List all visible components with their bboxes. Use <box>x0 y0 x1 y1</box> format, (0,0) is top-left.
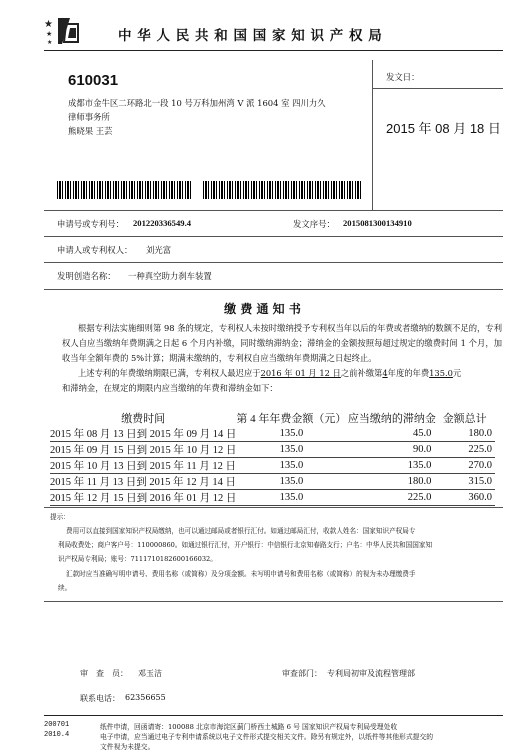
paragraph-2-text-a: 上述专利的年费缴纳期限已满，专利权人最迟应于 <box>78 368 261 378</box>
cell-total: 180.0 <box>437 426 495 442</box>
footer-note-1: 纸件申请，回函请寄：100088 北京市海淀区蓟门桥西土城路 6 号 国家知识产权局专利局受理处收 <box>100 723 398 731</box>
notice-paragraph-1 <box>62 321 502 366</box>
form-code-1: 200701 <box>44 721 70 729</box>
cell-annual-fee: 135.0 <box>236 458 346 474</box>
cell-annual-fee: 135.0 <box>236 474 346 490</box>
dispatch-box-border <box>372 60 373 210</box>
address-line-2: 律师事务所 <box>68 112 110 122</box>
fee-table <box>50 410 495 506</box>
app-no-value: 201220336549.4 <box>133 218 192 228</box>
cell-total: 270.0 <box>437 458 495 474</box>
table-row <box>50 442 495 458</box>
cell-late-fee: 90.0 <box>346 442 437 458</box>
footer-note-2: 电子申请，应当通过电子专利申请系统以电子文件形式提交相关文件。除另有规定外，以纸件等其他形式提交的 <box>100 733 434 741</box>
header-annual-fee: 第 4 年年费金额（元） <box>236 413 347 425</box>
cell-period: 2015 年 12 月 15 日到 2016 年 01 月 12 日 <box>50 490 236 506</box>
footer-note-3: 文件视为未提交。 <box>100 743 155 751</box>
postal-code: 610031 <box>68 72 119 89</box>
tips-rule-top <box>44 507 503 508</box>
cell-period: 2015 年 09 月 15 日到 2015 年 10 月 12 日 <box>50 442 236 458</box>
emblem-logo <box>44 14 82 46</box>
cell-total: 225.0 <box>437 442 495 458</box>
info-rule-2 <box>44 236 503 237</box>
table-row <box>50 474 495 490</box>
svg-text:★: ★ <box>46 30 53 38</box>
department-name: 专利局初审及流程管理部 <box>327 669 415 678</box>
dispatch-date: 2015 年 08 月 18 日 <box>386 121 501 136</box>
paragraph-2-line-2: 和滞纳金，在规定的期限内应当缴纳的年费和滞纳金如下： <box>62 383 278 393</box>
header-rule <box>44 50 503 51</box>
paragraph-2-text-b: 之前补缴第 <box>340 368 383 378</box>
applicant-label: 申请人或专利权人： <box>57 245 133 255</box>
table-row <box>50 458 495 474</box>
svg-text:★: ★ <box>44 19 53 30</box>
info-rule-top <box>44 210 503 211</box>
paragraph-2-text-c: 年度的年费 <box>387 368 430 378</box>
fee-amount: 135.0 <box>429 368 453 378</box>
address-line-1: 成都市金牛区二环路北一段 10 号万科加州湾 V 派 1604 室 四川力久 <box>68 98 326 108</box>
dispatch-box-rule <box>372 88 503 89</box>
tips-label: 提示： <box>50 513 70 521</box>
cell-period: 2015 年 08 月 13 日到 2015 年 09 月 14 日 <box>50 426 236 442</box>
tips-line-1: 费用可以直接到国家知识产权局缴纳，也可以通过邮局或者银行汇付。如通过邮局汇付，收款人姓名：国家知识产权局专 <box>66 527 416 535</box>
paragraph-2-text-d: 元 <box>452 368 462 378</box>
cell-period: 2015 年 10 月 13 日到 2015 年 11 月 12 日 <box>50 458 236 474</box>
tips-rule-bottom <box>44 601 503 602</box>
cell-total: 315.0 <box>437 474 495 490</box>
cell-late-fee: 135.0 <box>346 458 437 474</box>
cell-late-fee: 180.0 <box>346 474 437 490</box>
deadline-date: 2016 年 01 月 12 日 <box>260 368 341 378</box>
header-total: 金额总计 <box>442 413 487 425</box>
recipients: 熊晓果 王芸 <box>68 126 113 136</box>
applicant-value: 刘光富 <box>146 245 172 255</box>
barcode-left <box>57 181 192 199</box>
serial-value: 2015081300134910 <box>343 218 412 228</box>
dispatch-date-label: 发文日： <box>386 72 420 82</box>
examiner-name: 邓玉洁 <box>138 669 162 678</box>
fee-year: 4 <box>382 368 388 378</box>
form-code-2: 2010.4 <box>44 731 70 739</box>
info-rule-bottom <box>44 289 503 290</box>
fee-table-header <box>50 410 495 426</box>
invention-title-label: 发明创造名称： <box>57 271 116 281</box>
paragraph-1-text: 根据专利法实施细则第 98 条的规定，专利权人未按时缴纳授予专利权当年以后的年费或者缴纳的数额不足的，专利权人自应当缴纳年费期满之日起 6 个月内补缴，同时缴纳滞纳金；滞纳金的金额按照每超过规定的缴费时间 1 个月，加收当年全额年费的 5%计算；期满未缴纳的，专利权自应当缴纳年费期满之日起终止。 <box>62 323 502 363</box>
table-row <box>50 426 495 442</box>
table-row <box>50 490 495 506</box>
cell-total: 360.0 <box>437 490 495 506</box>
tips-line-3: 识产权局专利局；账号：7111710182600166032。 <box>58 555 217 563</box>
department-label: 审查部门： <box>282 669 322 678</box>
serial-label: 发文序号： <box>293 219 335 229</box>
header-payment-period: 缴费时间 <box>121 413 166 425</box>
examiner-label: 审 查 员： <box>80 669 128 678</box>
invention-title-value: 一种真空助力刹车装置 <box>128 271 212 281</box>
footer-rule <box>44 715 503 716</box>
header-late-fee: 应当缴纳的滞纳金 <box>347 413 436 425</box>
app-no-label: 申请号或专利号： <box>57 219 124 229</box>
barcode-right <box>203 181 363 199</box>
office-name: 中 华 人 民 共 和 国 国 家 知 识 产 权 局 <box>118 28 383 43</box>
cell-period: 2015 年 11 月 13 日到 2015 年 12 月 14 日 <box>50 474 236 490</box>
svg-text:★: ★ <box>47 39 53 46</box>
cell-annual-fee: 135.0 <box>236 426 346 442</box>
cell-late-fee: 45.0 <box>346 426 437 442</box>
info-rule-3 <box>44 262 503 263</box>
phone-label: 联系电话： <box>80 694 120 703</box>
cell-late-fee: 225.0 <box>346 490 437 506</box>
cell-annual-fee: 135.0 <box>236 490 346 506</box>
tips-line-5: 续。 <box>58 584 72 592</box>
cell-annual-fee: 135.0 <box>236 442 346 458</box>
notice-title: 缴 费 通 知 书 <box>224 302 301 316</box>
notice-paragraph-2 <box>62 366 502 381</box>
phone-number: 62356655 <box>125 693 166 702</box>
tips-line-4: 汇款时应当准确写明申请号、费用名称（或简称）及分项金额。未写明申请号和费用名称（或简称）的视为未办理缴费手 <box>66 570 416 578</box>
tips-line-2: 利局收费处；商户客户号：110000860。如通过银行汇付，开户银行：中信银行北京知春路支行；户名：中华人民共和国国家知 <box>58 541 433 549</box>
